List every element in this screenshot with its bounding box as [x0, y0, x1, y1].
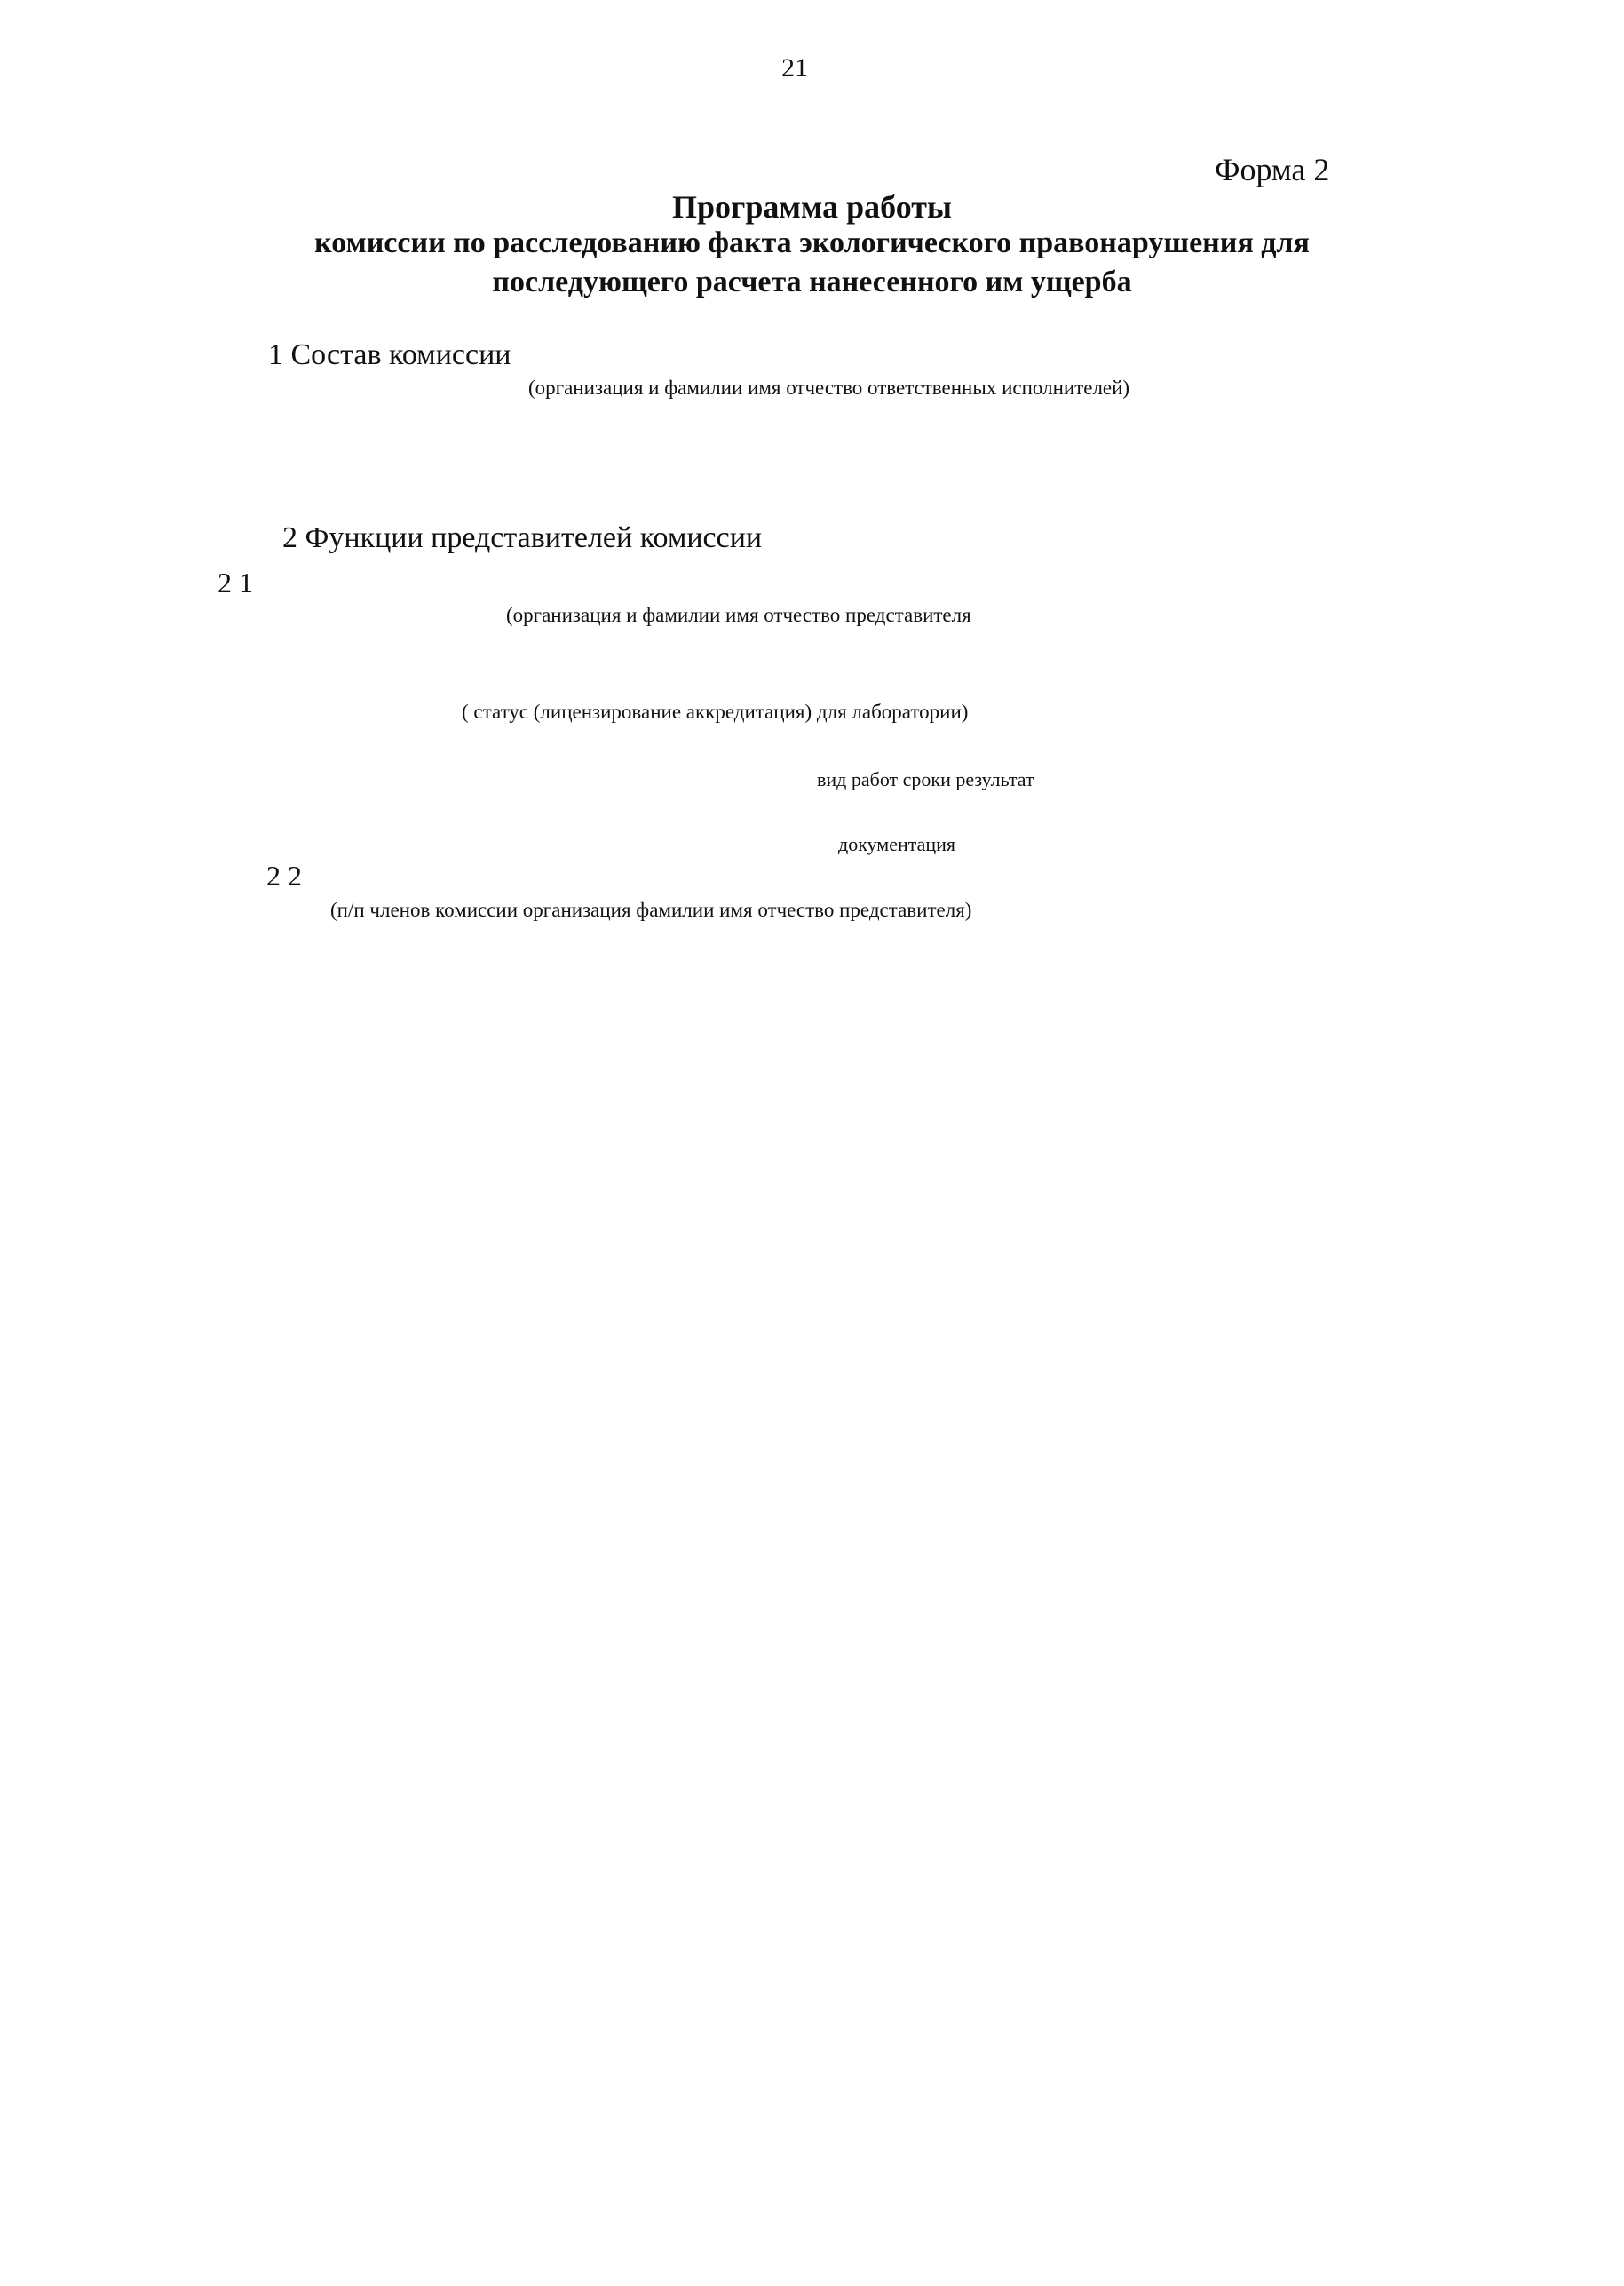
item-2-1-note-documentation: документация	[838, 833, 956, 855]
section-1-note: (организация и фамилии имя отчество ответственных исполнителей)	[528, 377, 1130, 399]
document-subtitle-line-1: комиссии по расследованию факта экологического правонарушения для	[314, 226, 1310, 259]
item-2-1-note-work: вид работ сроки результат	[817, 768, 1034, 790]
item-2-1-note-organization: (организация и фамилии имя отчество представителя	[506, 604, 971, 626]
item-2-2-note: (п/п членов комиссии организация фамилии имя отчество представителя)	[330, 899, 972, 921]
item-2-2-number: 2 2	[266, 860, 302, 892]
page-number: 21	[781, 53, 808, 83]
section-2-heading: 2 Функции представителей комиссии	[282, 521, 763, 554]
document-subtitle-line-2: последующего расчета нанесенного им ущерба	[492, 266, 1132, 298]
document-title: Программа работы	[671, 189, 953, 225]
item-2-1-note-status: ( статус (лицензирование аккредитация) для лаборатории)	[462, 701, 969, 723]
section-1-heading: 1 Состав комиссии	[268, 338, 511, 371]
form-label: Форма 2	[1215, 152, 1330, 187]
item-2-1-number: 2 1	[218, 567, 253, 599]
